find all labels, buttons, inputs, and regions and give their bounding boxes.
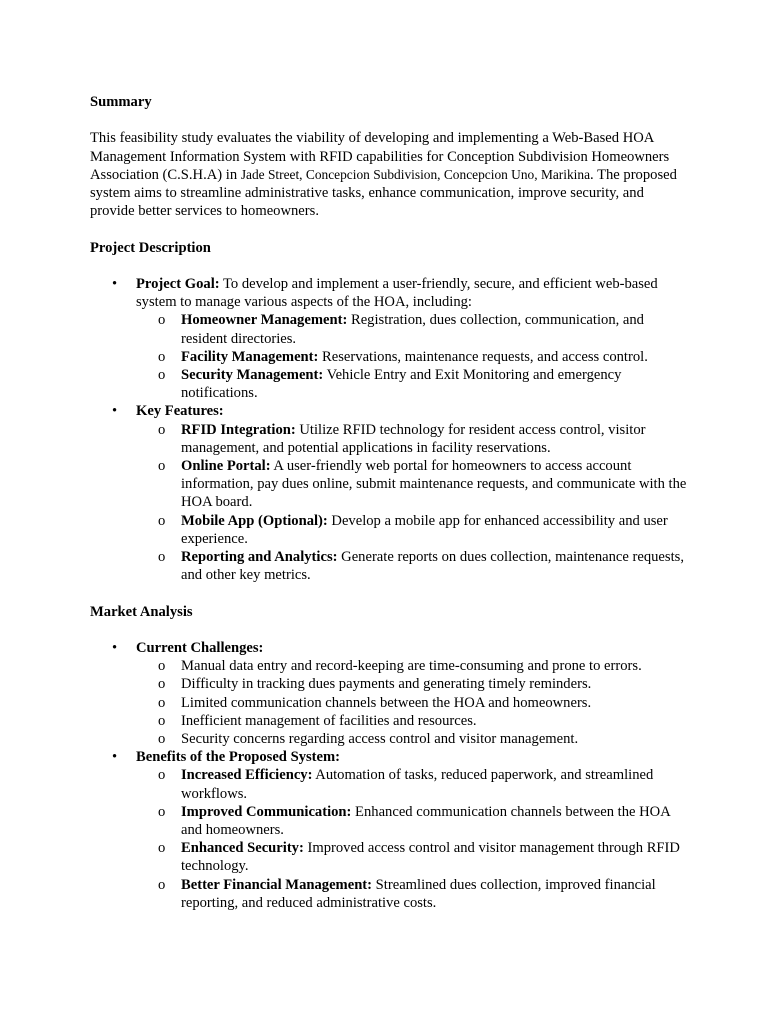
item-label: Homeowner Management: xyxy=(181,312,348,329)
list-item xyxy=(136,876,690,912)
sub-bullet-glyph: o xyxy=(158,421,166,438)
bullet-glyph: • xyxy=(112,640,118,657)
item-label: Increased Efficiency: xyxy=(181,767,313,784)
sub-bullet-glyph: o xyxy=(158,312,166,329)
bullet-glyph: • xyxy=(112,749,118,766)
benefits-item xyxy=(90,748,690,912)
item-label: Facility Management: xyxy=(181,348,319,365)
sub-bullet-glyph: o xyxy=(158,458,166,475)
market-list xyxy=(90,639,690,912)
item-label: Better Financial Management: xyxy=(181,876,373,893)
list-item xyxy=(136,766,690,802)
sub-bullet-glyph: o xyxy=(158,549,166,566)
item-text: Vehicle Entry and Exit Monitoring and emergency notifications. xyxy=(181,367,622,402)
item-label: Mobile App (Optional): xyxy=(181,512,328,529)
sub-bullet-glyph: o xyxy=(158,712,166,729)
list-item xyxy=(136,712,690,730)
list-item xyxy=(136,657,690,675)
item-text: Inefficient management of facilities and resources. xyxy=(181,712,477,729)
project-goal-text: To develop and implement a user-friendly, secure, and efficient web-based system to manage various aspects of the HOA, including: xyxy=(136,275,658,311)
sub-bullet-glyph: o xyxy=(158,767,166,784)
benefits-label: Benefits of the Proposed System: xyxy=(136,749,341,766)
item-text: Automation of tasks, reduced paperwork, and streamlined workflows. xyxy=(181,767,654,802)
document-body xyxy=(90,93,690,912)
sub-bullet-glyph: o xyxy=(158,876,166,893)
bullet-glyph: • xyxy=(112,403,118,420)
benefits-sublist xyxy=(136,766,690,912)
item-text: Streamlined dues collection, improved financial reporting, and reduced administrative costs. xyxy=(181,876,656,911)
key-features-sublist xyxy=(136,421,690,585)
item-text: Enhanced communication channels between the HOA and homeowners. xyxy=(181,803,670,839)
key-features-item xyxy=(90,402,690,584)
item-text: Difficulty in tracking dues payments and generating timely reminders. xyxy=(181,676,592,693)
sub-bullet-glyph: o xyxy=(158,803,166,820)
list-item xyxy=(136,421,690,457)
item-text: Security concerns regarding access control and visitor management. xyxy=(181,731,579,748)
item-label: Security Management: xyxy=(181,367,324,383)
current-challenges-sublist xyxy=(136,657,690,748)
sub-bullet-glyph: o xyxy=(158,658,166,675)
project-goal-label: Project Goal: xyxy=(136,275,220,292)
sub-bullet-glyph: o xyxy=(158,694,166,711)
summary-text-b: . The proposed system aims to streamline administrative tasks, enhance communication, improve security, and provide better services to homeowners. xyxy=(90,166,677,220)
item-text: Manual data entry and record-keeping are time-consuming and prone to errors. xyxy=(181,658,642,675)
project-list xyxy=(90,275,690,584)
sub-bullet-glyph: o xyxy=(158,731,166,748)
summary-location: Jade Street, Concepcion Subdivision, Concepcion Uno, Marikina xyxy=(240,166,591,182)
item-label: RFID Integration: xyxy=(181,421,296,438)
list-item xyxy=(136,311,690,347)
list-item xyxy=(136,548,690,584)
list-item xyxy=(136,839,690,875)
item-text: Improved access control and visitor management through RFID technology. xyxy=(181,840,680,875)
list-item xyxy=(136,366,690,402)
sub-bullet-glyph: o xyxy=(158,348,166,365)
project-goal-sublist xyxy=(136,311,690,402)
item-text: A user-friendly web portal for homeowners to access account information, pay dues online, submit maintenance requests, and communicate with the HOA board. xyxy=(181,458,687,511)
item-label: Improved Communication: xyxy=(181,803,352,820)
item-label: Online Portal: xyxy=(181,458,271,475)
sub-bullet-glyph: o xyxy=(158,840,166,857)
summary-heading: Summary xyxy=(90,94,152,110)
sub-bullet-glyph: o xyxy=(158,512,166,529)
current-challenges-item xyxy=(90,639,690,748)
item-text: Generate reports on dues collection, maintenance requests, and other key metrics. xyxy=(181,549,684,584)
item-text: Develop a mobile app for enhanced accessibility and user experience. xyxy=(181,512,668,547)
current-challenges-label: Current Challenges: xyxy=(136,640,264,657)
sub-bullet-glyph: o xyxy=(158,367,166,383)
list-item xyxy=(136,348,690,366)
item-text: Utilize RFID technology for resident access control, visitor management, and potential applications in facility reservations. xyxy=(181,421,646,456)
item-label: Enhanced Security: xyxy=(181,840,304,857)
project-description-heading: Project Description xyxy=(90,239,211,256)
item-text: Limited communication channels between the HOA and homeowners. xyxy=(181,694,592,711)
item-text: Registration, dues collection, communication, and resident directories. xyxy=(181,312,644,347)
item-label: Reporting and Analytics: xyxy=(181,549,338,566)
list-item xyxy=(136,803,690,839)
sub-bullet-glyph: o xyxy=(158,676,166,693)
item-text: Reservations, maintenance requests, and access control. xyxy=(318,348,648,365)
project-goal-item xyxy=(90,275,690,402)
list-item xyxy=(136,457,690,512)
key-features-label: Key Features: xyxy=(136,403,224,420)
list-item xyxy=(136,675,690,693)
bullet-glyph: • xyxy=(112,275,118,292)
list-item xyxy=(136,512,690,548)
summary-text-a: This feasibility study evaluates the viability of developing and implementing a Web-Based HOA Management Information System with RFID capabilities for Conception Subdivision Homeowners Association (C.S.H.A) in xyxy=(90,130,670,183)
list-item xyxy=(136,694,690,712)
list-item xyxy=(136,730,690,748)
summary-paragraph xyxy=(90,129,690,220)
market-analysis-heading: Market Analysis xyxy=(90,603,193,620)
